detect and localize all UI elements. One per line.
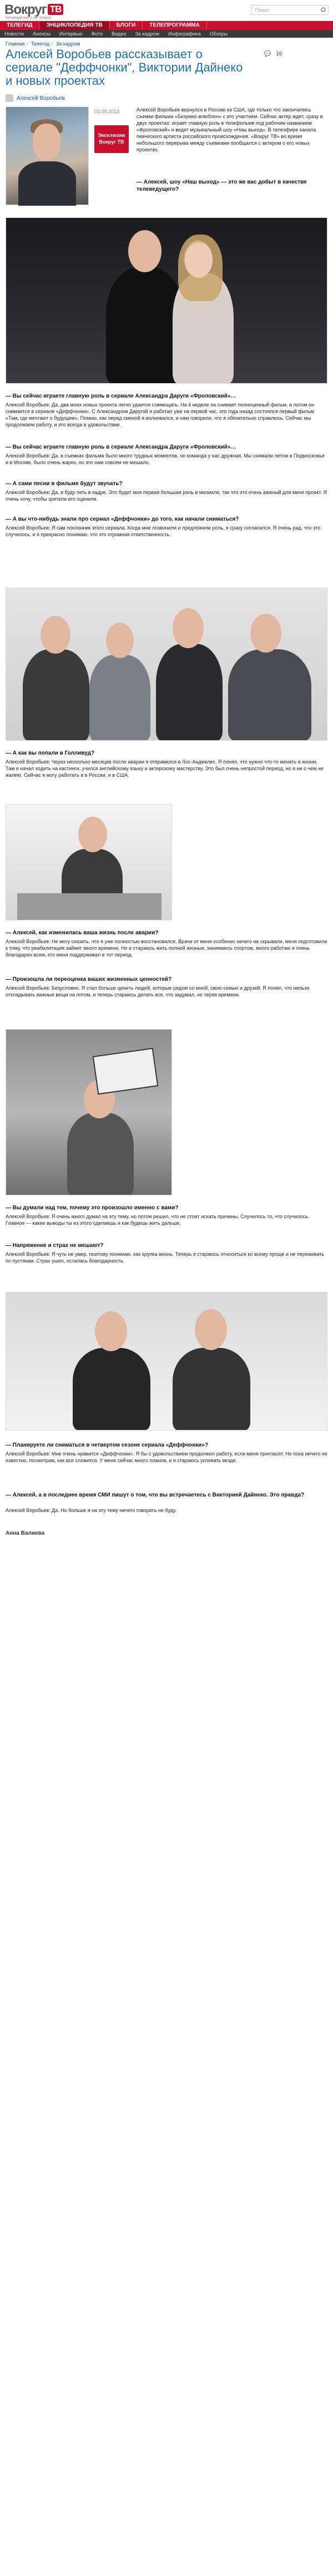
- question-3: — А сами песни в фильме будут звучать?: [6, 481, 123, 487]
- lead-question: — Алексей, шоу «Наш выход» — это же вас добыт в качестве телеведущего?: [137, 179, 307, 192]
- answer-fame: Алексей Воробьев: Да. Но больше я на эту тему ничего говорить не буду.: [6, 1508, 176, 1513]
- search-input[interactable]: Поиск: [251, 5, 329, 15]
- question-wig: — Вы думали над тем, почему это произошло именно с вами?: [6, 1205, 179, 1211]
- subnav-reviews[interactable]: Обзоры: [209, 31, 228, 37]
- nav-teleguide[interactable]: ТЕЛЕГИД: [0, 21, 39, 30]
- article-footer-author: Анна Валиева: [6, 1530, 45, 1536]
- answer-return: Алексей Воробьев: Я чуть не умер, поэтому понимаю, как хрупка жизнь. Теперь я стараюсь относиться ко всему проще и не переживать по пустякам. Страх ушел, осталась благодарность.: [6, 1251, 325, 1264]
- answer-wig: Алексей Воробьев: Я очень много думал на эту тему, но потом решил, что не стоит искать причины. Случилось то, что случилось. Главное — какие выводы ты из этого сделаешь и как будешь жить дальше.: [6, 1214, 310, 1226]
- site-tagline: телевидение и не только: [6, 16, 51, 20]
- site-header: [0, 0, 333, 21]
- question-2: — Вы сейчас играете главную роль в сериале Александра Даруги «Фроловский»…: [6, 444, 236, 450]
- article-photo-couch: [6, 804, 172, 920]
- question-recover: — Алексей, как изменилась ваша жизнь после аварии?: [6, 930, 159, 936]
- site-logo[interactable]: Вокруг ТВ: [4, 2, 63, 18]
- search-icon[interactable]: [321, 7, 326, 12]
- subnav-news[interactable]: Новости: [4, 31, 24, 37]
- answer-la: Алексей Воробьев: Через несколько месяцев после аварии я отправился в Лос-Анджелес. Я понял, что нужно что-то менять в жизни. Там я начал ходить на кастинги, учился английскому языку и актерскому мастерству. Это был очень непростой период, но я ни о чем не жалею. Сейчас я могу работать и в России, и в США.: [6, 759, 324, 778]
- article-meta: [261, 51, 282, 57]
- subnav-interviews[interactable]: Интервью: [59, 31, 83, 37]
- article-photo-couple: [6, 217, 327, 384]
- author-avatar: [6, 94, 13, 102]
- answer-2: Алексей Воробьев: Да, в съемках фильма было много трудных моментов, но команда у нас дружная. Мы снимали летом в Подмосковье и в Москве, было очень жарко, но это нам совсем не мешало.: [6, 453, 325, 465]
- answer-boxing: Алексей Воробьев: Мне очень нравится «Деффчонки». Я бы с удовольствием продолжил работу, если меня пригласят. Но пока ничего не известно, посмотрим, как все сложится. У меня сейчас много планов, и я стараюсь успевать везде.: [6, 1451, 327, 1463]
- question-values: — Произошла ли переоценка ваших жизненных ценностей?: [6, 976, 172, 982]
- breadcrumb-home[interactable]: Главная: [6, 41, 25, 47]
- sub-nav: [0, 30, 333, 38]
- breadcrumb-section[interactable]: За кадром: [56, 41, 80, 47]
- question-boxing: — Планируете ли сниматься в четвертом сезоне сериала «Деффчонки»?: [6, 1442, 209, 1448]
- author-row: [6, 94, 65, 102]
- article-date: 02.09.2013: [94, 109, 120, 114]
- comment-bubble-icon[interactable]: 💬: [264, 51, 271, 57]
- answer-recover: Алексей Воробьев: Не могу сказать, что я уже полностью восстановился. Врачи от меня особенно ничего не скрывали, меня подготовили к тому, что реабилитация займет много времени. Но я стараюсь жить полной жизнью, занимаюсь спортом, много работаю и очень благодарен всем, кто меня поддерживал в тот период.: [6, 939, 327, 958]
- page-title: Алексей Воробьев рассказывает о сериале "Деффчонки", Виктории Дайнеко и новых проектах: [6, 47, 243, 88]
- article-photo-group: [6, 588, 327, 741]
- breadcrumb: Главная › Телегид › За кадром: [6, 41, 80, 47]
- comment-count[interactable]: 16: [276, 51, 282, 57]
- question-4: — А вы что-нибудь знали про сериал «Деффчонки» до того, как начали сниматься?: [6, 516, 239, 522]
- answer-values: Алексей Воробьев: Безусловно. Я стал больше ценить людей, которые рядом со мной, свою семью и друзей. Я понял, что нельзя откладывать важные вещи на потом, и теперь стараюсь делать все, что задумал, не теряя времени.: [6, 985, 310, 997]
- question-fame: — Алексей, а в последнее время СМИ пишут о том, что вы встречаетесь с Викторией Дайнеко. Это правда?: [6, 1492, 305, 1498]
- main-nav: [0, 21, 333, 30]
- answer-3: Алексей Воробьев: Да, я буду петь в кадре. Это будет моя первая большая роль в мюзикле, так что это очень важный для меня проект. Я очень хочу, чтобы зрители его оценили.: [6, 490, 327, 502]
- breadcrumb-teleguide[interactable]: Телегид: [31, 41, 50, 47]
- article-lead: Алексей Воробьев вернулся в Россию из США, где только что закончились съемки фильма «Безумно влюблен» с его участием. Сейчас актер ждет, сразу в двух проектах: играет главную роль в телефильме под рабочим названием «Фроловский» и ведет музыкальный шоу «Наш выход». В телеэфире канала певческого артиста российского происхождения. «Вокруг ТВ» во время небольшого перерыва между съемками пообщался с актером о его новых проектах.: [137, 107, 323, 152]
- subnav-announcements[interactable]: Анонсы: [32, 31, 51, 37]
- nav-blogs[interactable]: БЛОГИ: [110, 21, 143, 30]
- subnav-video[interactable]: Видео: [112, 31, 127, 37]
- lead-photo: [6, 106, 89, 205]
- question-return: — Напряжение и страх не мешают?: [6, 1243, 104, 1249]
- answer-1: Алексей Воробьев: Да, два моих новых проекта легко удается совмещать. На 4 неделе он снимает полноценный фильм, а потом он снимается в сериале «Деффчонки». С Александром Даругой я работал уже на первой час, это года назад состоялся первый фильм «Там, где мечтают о будущем». Помню, как перед сменой я волновался, и нам говорили, что я обязательно справлюсь. Сейчас мы продолжаем работу, и это всегда в удовольствие.: [6, 402, 314, 427]
- author-link[interactable]: Алексей Воробьев: [17, 95, 65, 101]
- article-photo-duo: [6, 1292, 327, 1430]
- question-1: — Вы сейчас играете главную роль в сериале Александра Даруги «Фроловский»…: [6, 393, 236, 399]
- answer-4: Алексей Воробьев: Я сам поклонник этого сериала. Когда мне позвонили и предложили роль, я сразу согласился. Я очень рад, что это случилось, и я прекрасно понимаю, что это огромная ответственность.: [6, 525, 321, 537]
- subnav-behind-scenes[interactable]: За кадром: [135, 31, 159, 37]
- subnav-infographics[interactable]: Инфографика: [168, 31, 201, 37]
- subnav-photo[interactable]: Фото: [91, 31, 103, 37]
- exclusive-badge: Эксклюзив Вокруг ТВ: [94, 125, 129, 153]
- nav-encyclopedia[interactable]: ЭНЦИКЛОПЕДИЯ ТВ: [39, 21, 109, 30]
- nav-tv-program[interactable]: ТЕЛЕПРОГРАММА: [143, 21, 207, 30]
- question-la: — А как вы попали в Голливуд?: [6, 750, 95, 756]
- article-photo-clapper: [6, 1029, 172, 1195]
